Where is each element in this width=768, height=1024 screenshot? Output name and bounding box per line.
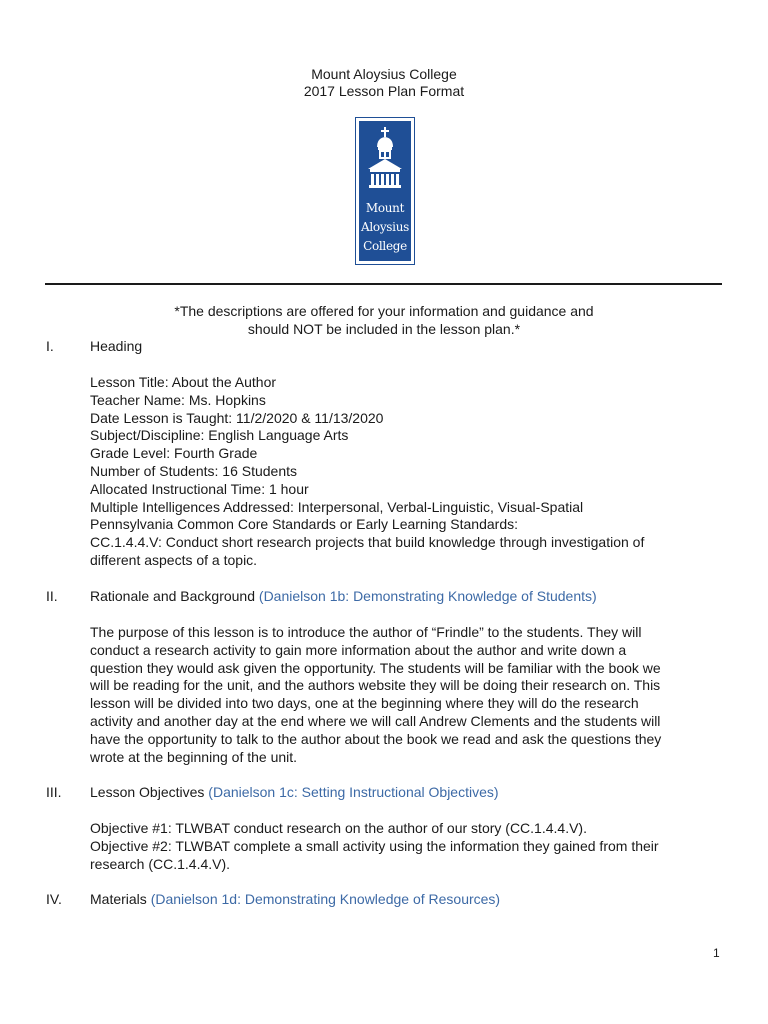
allocated-time: Allocated Instructional Time: 1 hour [90, 480, 309, 497]
section-4-heading [90, 891, 500, 909]
rationale-line: wrote at the beginning of the unit. [90, 748, 298, 765]
document-subtitle: 2017 Lesson Plan Format [303, 83, 465, 99]
rationale-line: will be reading for the unit, and the authors website they will be doing their research on. This [90, 677, 661, 694]
section-3-note: (Danielson 1c: Setting Instructional Objectives) [208, 784, 499, 800]
logo-line-3: College [363, 239, 407, 253]
grade-level: Grade Level: Fourth Grade [90, 445, 258, 462]
section-1-title: Heading [90, 338, 143, 354]
college-logo [356, 118, 414, 264]
notice-line-1: *The descriptions are offered for your information and guidance and [174, 303, 594, 319]
lesson-title: Lesson Title: About the Author [90, 374, 277, 390]
section-3-title: Lesson Objectives [90, 784, 205, 800]
standards-heading: Pennsylvania Common Core Standards or Early Learning Standards: [90, 516, 519, 533]
multiple-intelligences: Multiple Intelligences Addressed: Interpersonal, Verbal-Linguistic, Visual-Spatial [90, 498, 584, 515]
rationale-line: have the opportunity to talk to the author about the book we read and ask the questions they [90, 730, 662, 747]
section-3-numeral: III. [46, 784, 62, 800]
section-4-numeral: IV. [46, 891, 62, 907]
rationale-line: activity and another day at the end where we will call Andrew Clements and the students will [90, 713, 661, 729]
chapel-icon [359, 121, 411, 201]
institution-name: Mount Aloysius College [311, 66, 457, 82]
section-2-title: Rationale and Background [90, 588, 256, 604]
logo-line-2: Aloysius [361, 220, 409, 234]
rationale-line: lesson will be divided into two days, one at the beginning where they will do the research [90, 695, 639, 712]
section-1-numeral: I. [46, 338, 54, 354]
section-3-heading [90, 784, 499, 802]
rationale-line: conduct a research activity to gain more information about the author and write down a [90, 641, 627, 658]
section-2-heading [90, 588, 597, 606]
standard-line-1: CC.1.4.4.V: Conduct short research projects that build knowledge through investigation of [90, 534, 645, 551]
rationale-line: question they would ask given the opportunity. The students will be familiar with the book we [90, 659, 661, 676]
page-number: 1 [713, 946, 720, 960]
section-4-title: Materials [90, 891, 147, 907]
rationale-line: The purpose of this lesson is to introduce the author of “Frindle” to the students. They will [90, 624, 642, 640]
notice-line-2: should NOT be included in the lesson plan.* [247, 321, 521, 337]
objective-2-continued: research (CC.1.4.4.V). [90, 855, 231, 872]
number-of-students: Number of Students: 16 Students [90, 463, 298, 479]
horizontal-rule [45, 283, 722, 285]
section-2-numeral: II. [46, 588, 58, 604]
standard-line-2: different aspects of a topic. [90, 552, 258, 568]
logo-wordmark [359, 199, 411, 256]
section-2-note: (Danielson 1b: Demonstrating Knowledge of Students) [258, 588, 597, 604]
objective-1: Objective #1: TLWBAT conduct research on the author of our story (CC.1.4.4.V). [90, 820, 587, 836]
section-4-note: (Danielson 1d: Demonstrating Knowledge of Resources) [150, 891, 501, 907]
objective-2: Objective #2: TLWBAT complete a small activity using the information they gained from their [90, 837, 659, 854]
subject: Subject/Discipline: English Language Arts [90, 427, 349, 444]
date-taught: Date Lesson is Taught: 11/2/2020 & 11/13/2020 [90, 409, 384, 426]
teacher-name: Teacher Name: Ms. Hopkins [90, 391, 266, 408]
logo-line-1: Mount [365, 201, 405, 215]
